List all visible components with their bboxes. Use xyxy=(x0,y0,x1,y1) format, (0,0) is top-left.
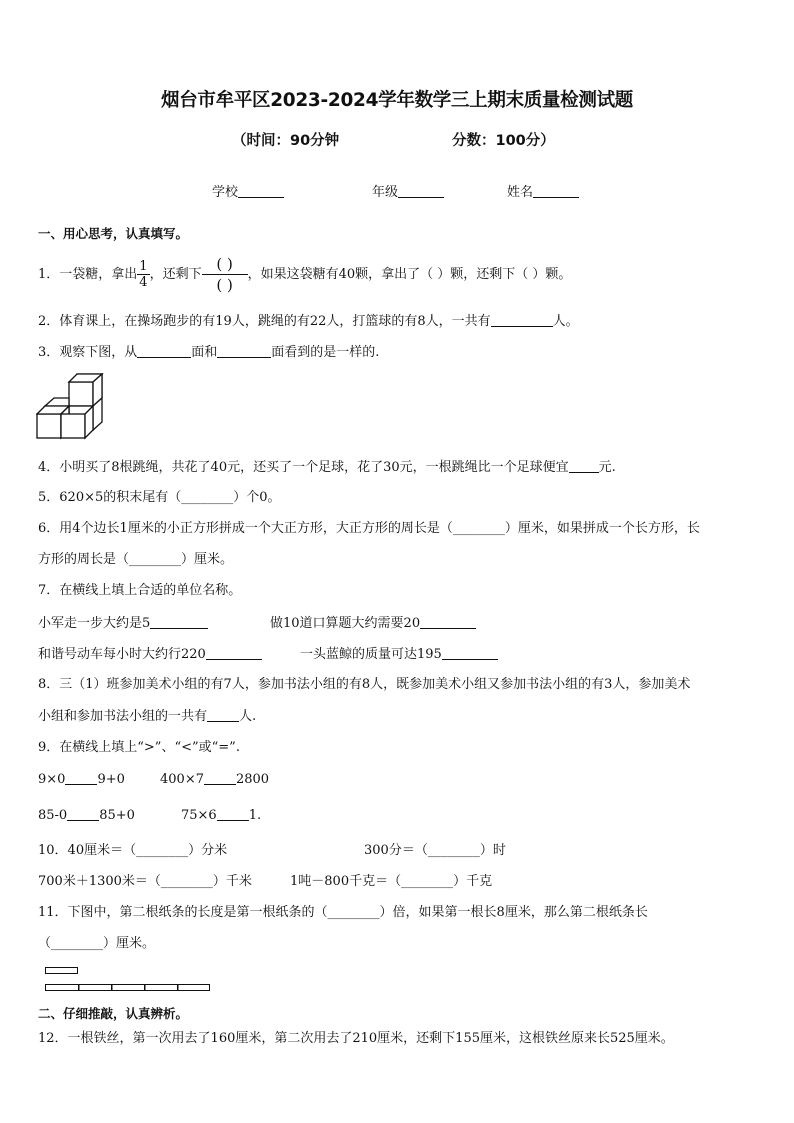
section-1-heading: 一、用心思考，认真填写。 xyxy=(38,226,189,241)
q9-compare-c xyxy=(38,807,135,824)
grade-label: 年级 xyxy=(372,185,399,200)
school-label: 学校 xyxy=(212,185,239,200)
q8-answer-blank[interactable] xyxy=(207,708,239,722)
q3-text-c: 面看到的是一样的. xyxy=(271,345,380,360)
q9-a-left: 9×0 xyxy=(38,772,66,787)
q7-step-blank[interactable] xyxy=(150,615,208,629)
question-12: 12．一根铁丝，第一次用去了160厘米，第二次用去了210厘米，还剩下155厘米，这根铁丝原来长525厘米。 xyxy=(38,1031,674,1046)
question-8-line-1: 8．三（1）班参加美术小组的有7人，参加书法小组的有8人，既参加美术小组又参加书法小组的有3人，参加美术 xyxy=(38,677,691,692)
question-9-title: 9．在横线上填上“>”、“<”或“=”. xyxy=(38,740,240,755)
school-field[interactable] xyxy=(212,181,284,200)
q7-item-whale xyxy=(300,646,498,663)
fraction-answer-blank[interactable] xyxy=(202,254,248,295)
q3-blank-2[interactable] xyxy=(217,344,271,358)
q9-c-blank[interactable] xyxy=(67,807,99,821)
q4-text-end: 元. xyxy=(598,460,616,475)
q9-d-right: 1. xyxy=(248,808,262,823)
q9-compare-d xyxy=(181,807,261,824)
q10-item-a: 10．40厘米＝（________）分米 xyxy=(38,843,228,858)
grade-blank[interactable] xyxy=(398,185,444,198)
q1-text-c: ，如果这袋糖有40颗，拿出了（ ）颗，还剩下（ ）颗。 xyxy=(247,266,572,282)
fraction-blank-top[interactable]: ( ) xyxy=(202,254,248,275)
q7-mental-math-blank[interactable] xyxy=(420,615,476,629)
q9-a-right: 9+0 xyxy=(97,772,125,787)
name-blank[interactable] xyxy=(533,185,579,198)
q10-item-b: 300分＝（________）时 xyxy=(364,843,506,858)
question-11-line-1: 11．下图中，第二根纸条的长度是第一根纸条的（________）倍，如果第一根长8厘米，那么第二根纸条长 xyxy=(38,905,648,920)
exam-time: （时间：90分钟 xyxy=(232,133,340,149)
q8-text-end: 人. xyxy=(239,709,257,724)
question-8-line-2 xyxy=(38,708,256,725)
exam-score: 分数：100分） xyxy=(452,133,555,149)
fraction-numerator: 1 xyxy=(139,259,148,274)
question-5: 5．620×5的积末尾有（________）个0。 xyxy=(38,490,281,505)
fraction-blank-bottom[interactable]: ( ) xyxy=(216,276,233,294)
q1-text-b: ，还剩下 xyxy=(149,266,202,282)
q9-d-blank[interactable] xyxy=(217,807,249,821)
q7-train-text: 和谐号动车每小时大约行220 xyxy=(38,647,206,662)
q9-b-left: 400×7 xyxy=(160,772,204,787)
question-3 xyxy=(38,344,379,361)
q8-text: 小组和参加书法小组的一共有 xyxy=(38,709,208,724)
q7-mental-math-text: 做10道口算题大约需要20 xyxy=(270,616,421,631)
q3-text-b: 面和 xyxy=(191,345,218,360)
q4-answer-blank[interactable] xyxy=(569,459,599,473)
q2-text: 2．体育课上，在操场跑步的有19人，跳绳的有22人，打篮球的有8人，一共有 xyxy=(38,314,491,329)
q10-item-c: 700米＋1300米＝（________）千米 xyxy=(38,874,252,889)
q7-whale-text: 一头蓝鲸的质量可达195 xyxy=(300,647,442,662)
q9-a-blank[interactable] xyxy=(65,771,97,785)
q2-answer-blank[interactable] xyxy=(491,313,553,327)
q3-text-a: 3．观察下图，从 xyxy=(38,345,138,360)
q7-train-blank[interactable] xyxy=(206,646,262,660)
q1-text-a: 1．一袋糖，拿出 xyxy=(38,266,138,282)
question-6-line-2: 方形的周长是（________）厘米。 xyxy=(38,552,234,567)
q9-b-blank[interactable] xyxy=(204,771,236,785)
fraction-one-quarter xyxy=(137,259,149,290)
q7-item-train xyxy=(38,646,262,663)
q9-compare-b xyxy=(160,771,269,788)
q7-whale-blank[interactable] xyxy=(442,646,498,660)
name-label: 姓名 xyxy=(507,185,534,200)
q9-compare-a xyxy=(38,771,125,788)
cube-stack-icon xyxy=(36,373,104,441)
q4-text: 4．小明买了8根跳绳，共花了40元，还买了一个足球，花了30元，一根跳绳比一个足球便宜 xyxy=(38,460,569,475)
question-4 xyxy=(38,459,616,476)
q7-item-step-text: 小军走一步大约是5 xyxy=(38,616,151,631)
q9-c-right: 85+0 xyxy=(99,808,135,823)
question-7-title: 7．在横线上填上合适的单位名称。 xyxy=(38,583,242,598)
q2-text-end: 人。 xyxy=(552,314,579,329)
q3-blank-1[interactable] xyxy=(137,344,191,358)
q7-item-step xyxy=(38,615,208,632)
fraction-denominator: 4 xyxy=(139,275,148,290)
paper-strip-second xyxy=(45,984,210,991)
q9-b-right: 2800 xyxy=(235,772,270,787)
paper-strip-first xyxy=(45,967,78,974)
q7-item-mental-math xyxy=(270,615,476,632)
section-2-heading: 二、仔细推敲，认真辨析。 xyxy=(38,1006,189,1021)
grade-field[interactable] xyxy=(372,181,444,200)
name-field[interactable] xyxy=(507,181,579,200)
school-blank[interactable] xyxy=(238,185,284,198)
q9-d-left: 75×6 xyxy=(181,808,217,823)
question-2 xyxy=(38,313,579,330)
question-6-line-1: 6．用4个边长1厘米的小正方形拼成一个大正方形，大正方形的周长是（________）厘米，如果拼成一个长方形，长 xyxy=(38,521,700,536)
question-11-line-2: （________）厘米。 xyxy=(38,936,156,951)
question-1 xyxy=(38,254,571,295)
q9-c-left: 85-0 xyxy=(38,808,68,823)
page-title: 烟台市牟平区2023-2024学年数学三上期末质量检测试题 xyxy=(161,90,633,111)
q10-item-d: 1吨－800千克＝（________）千克 xyxy=(290,874,493,889)
